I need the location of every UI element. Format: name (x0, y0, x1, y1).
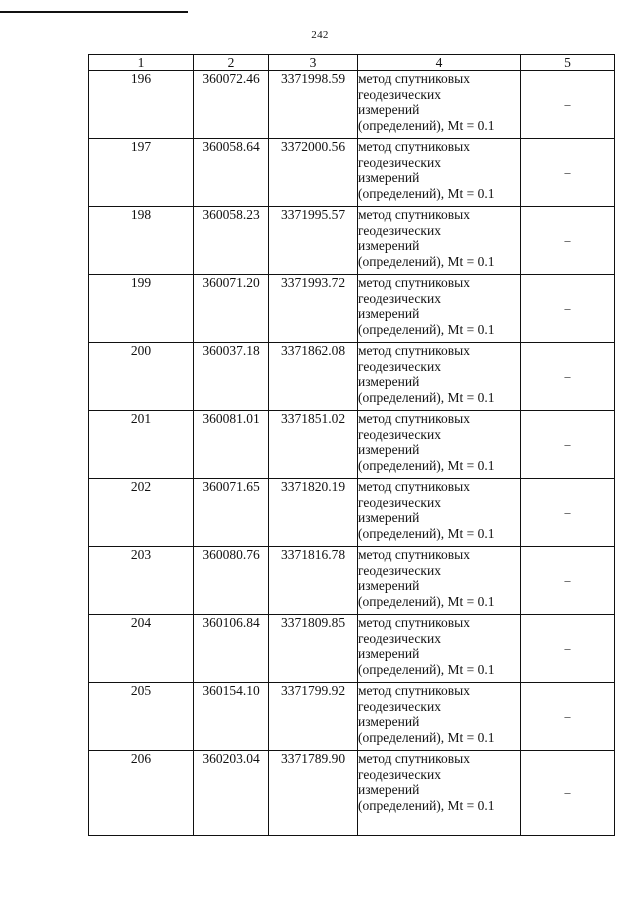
method-cell (358, 207, 521, 275)
method-text-line: геодезических (358, 698, 441, 714)
table-row (89, 547, 615, 615)
header-cell: 4 (358, 55, 521, 71)
method-text-line: (определений), Mt = 0.1 (358, 321, 495, 337)
point-number-cell: 200 (89, 343, 194, 411)
method-text-line: (определений), Mt = 0.1 (358, 729, 495, 745)
note-cell: – (521, 343, 615, 411)
y-coordinate-cell: 3371998.59 (269, 71, 358, 139)
method-text-line: метод спутниковых (358, 751, 470, 766)
note-cell: – (521, 547, 615, 615)
method-text-line: (определений), Mt = 0.1 (358, 457, 495, 473)
note-cell: – (521, 615, 615, 683)
method-text-line: измерений (358, 170, 420, 185)
y-coordinate-cell: 3371809.85 (269, 615, 358, 683)
point-number-cell: 197 (89, 139, 194, 207)
method-text-line: (определений), Mt = 0.1 (358, 797, 495, 813)
method-text-line: геодезических (358, 766, 441, 782)
method-text-line: геодезических (358, 154, 441, 170)
method-text-line: измерений (358, 306, 420, 321)
method-text-line: измерений (358, 714, 420, 729)
method-text-line: измерений (358, 374, 420, 389)
method-cell (358, 71, 521, 139)
table-row (89, 343, 615, 411)
method-text-line: геодезических (358, 222, 441, 238)
method-text-line: (определений), Mt = 0.1 (358, 117, 495, 133)
method-text-line: (определений), Mt = 0.1 (358, 661, 495, 677)
table-row (89, 207, 615, 275)
note-cell: – (521, 683, 615, 751)
note-cell: – (521, 71, 615, 139)
method-text-line: измерений (358, 782, 420, 797)
method-text-line: (определений), Mt = 0.1 (358, 185, 495, 201)
y-coordinate-cell: 3371799.92 (269, 683, 358, 751)
coordinates-table (88, 54, 615, 836)
table-body (89, 71, 615, 836)
method-cell (358, 343, 521, 411)
y-coordinate-cell: 3372000.56 (269, 139, 358, 207)
x-coordinate-cell: 360081.01 (194, 411, 269, 479)
method-cell (358, 683, 521, 751)
header-cell: 1 (89, 55, 194, 71)
x-coordinate-cell: 360071.20 (194, 275, 269, 343)
method-text-line: геодезических (358, 358, 441, 374)
method-cell (358, 275, 521, 343)
x-coordinate-cell: 360154.10 (194, 683, 269, 751)
y-coordinate-cell: 3371862.08 (269, 343, 358, 411)
method-text-line: геодезических (358, 426, 441, 442)
note-cell: – (521, 275, 615, 343)
point-number-cell: 199 (89, 275, 194, 343)
x-coordinate-cell: 360203.04 (194, 751, 269, 836)
point-number-cell: 202 (89, 479, 194, 547)
method-cell (358, 479, 521, 547)
method-text-line: измерений (358, 238, 420, 253)
header-cell: 3 (269, 55, 358, 71)
y-coordinate-cell: 3371993.72 (269, 275, 358, 343)
x-coordinate-cell: 360080.76 (194, 547, 269, 615)
method-text-line: (определений), Mt = 0.1 (358, 593, 495, 609)
x-coordinate-cell: 360058.64 (194, 139, 269, 207)
x-coordinate-cell: 360058.23 (194, 207, 269, 275)
table-row (89, 275, 615, 343)
point-number-cell: 205 (89, 683, 194, 751)
point-number-cell: 206 (89, 751, 194, 836)
note-cell: – (521, 139, 615, 207)
note-cell: – (521, 207, 615, 275)
method-text-line: геодезических (358, 86, 441, 102)
table-row (89, 411, 615, 479)
header-cell: 5 (521, 55, 615, 71)
method-cell (358, 615, 521, 683)
method-text-line: метод спутниковых (358, 71, 470, 86)
method-text-line: (определений), Mt = 0.1 (358, 253, 495, 269)
method-text-line: метод спутниковых (358, 683, 470, 698)
x-coordinate-cell: 360037.18 (194, 343, 269, 411)
method-text-line: измерений (358, 646, 420, 661)
method-text-line: (определений), Mt = 0.1 (358, 389, 495, 405)
table-row (89, 139, 615, 207)
method-text-line: геодезических (358, 562, 441, 578)
point-number-cell: 196 (89, 71, 194, 139)
method-text-line: (определений), Mt = 0.1 (358, 525, 495, 541)
x-coordinate-cell: 360071.65 (194, 479, 269, 547)
y-coordinate-cell: 3371789.90 (269, 751, 358, 836)
method-text-line: метод спутниковых (358, 275, 470, 290)
note-cell: – (521, 479, 615, 547)
header-row (89, 55, 615, 71)
method-text-line: метод спутниковых (358, 411, 470, 426)
point-number-cell: 201 (89, 411, 194, 479)
table-row (89, 751, 615, 836)
method-text-line: геодезических (358, 494, 441, 510)
method-text-line: измерений (358, 442, 420, 457)
method-text-line: метод спутниковых (358, 343, 470, 358)
method-cell (358, 139, 521, 207)
y-coordinate-cell: 3371820.19 (269, 479, 358, 547)
table-row (89, 683, 615, 751)
method-cell (358, 547, 521, 615)
top-rule (0, 11, 188, 13)
table-row (89, 479, 615, 547)
method-text-line: метод спутниковых (358, 547, 470, 562)
y-coordinate-cell: 3371851.02 (269, 411, 358, 479)
method-text-line: метод спутниковых (358, 207, 470, 222)
point-number-cell: 203 (89, 547, 194, 615)
method-text-line: измерений (358, 510, 420, 525)
table-row (89, 71, 615, 139)
method-cell (358, 751, 521, 836)
x-coordinate-cell: 360072.46 (194, 71, 269, 139)
method-text-line: метод спутниковых (358, 479, 470, 494)
method-text-line: геодезических (358, 290, 441, 306)
point-number-cell: 204 (89, 615, 194, 683)
method-text-line: метод спутниковых (358, 139, 470, 154)
method-text-line: измерений (358, 578, 420, 593)
note-cell: – (521, 751, 615, 836)
x-coordinate-cell: 360106.84 (194, 615, 269, 683)
method-text-line: измерений (358, 102, 420, 117)
table-row (89, 615, 615, 683)
page-number: 242 (311, 29, 329, 41)
y-coordinate-cell: 3371995.57 (269, 207, 358, 275)
method-cell (358, 411, 521, 479)
method-text-line: метод спутниковых (358, 615, 470, 630)
note-cell: – (521, 411, 615, 479)
header-cell: 2 (194, 55, 269, 71)
point-number-cell: 198 (89, 207, 194, 275)
y-coordinate-cell: 3371816.78 (269, 547, 358, 615)
method-text-line: геодезических (358, 630, 441, 646)
